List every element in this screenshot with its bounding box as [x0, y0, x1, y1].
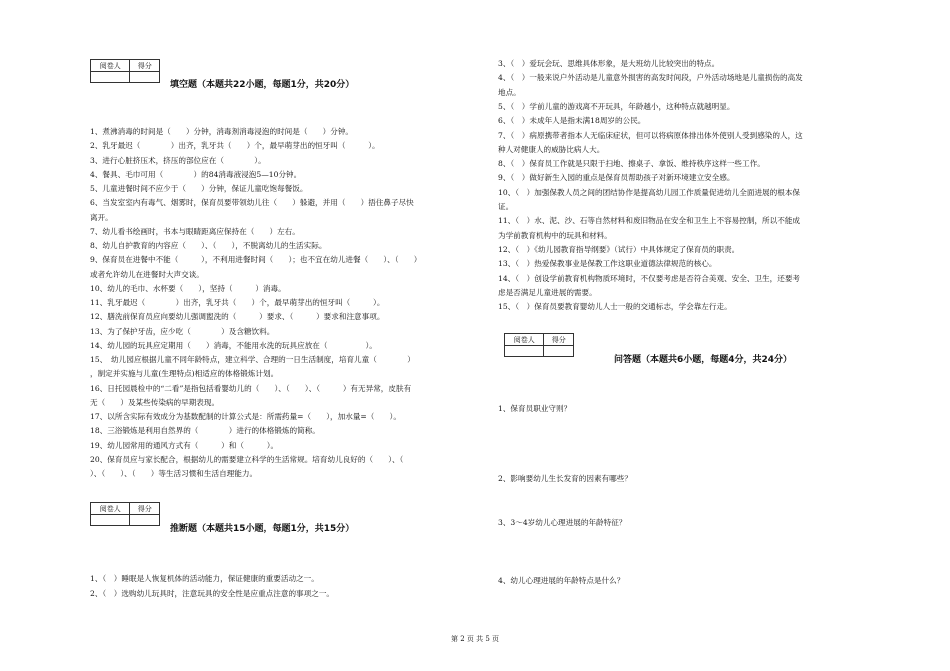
qa-question: 2、影响要幼儿生长发育的因素有哪些？	[498, 474, 632, 483]
score-box-score-label: 得分	[130, 503, 160, 515]
judge-question-line: 14、（ ）创设学前教育机构物质环境时，不仅要考虑是否符合美观、安全、卫生，还要考	[498, 273, 801, 283]
judge-question-line: 4、（ ）一般来说户外活动是儿童意外损害的高发时间段，户外活动场地是儿童损伤的高发	[498, 73, 803, 83]
fill-question-line: 2、乳牙最迟（ ）出齐，乳牙共（ ）个，最早萌芽出的恒牙叫（ ）。	[90, 141, 380, 151]
score-box-reviewer-label: 阅卷人	[91, 503, 130, 515]
fill-question-line: ）、（ ）、（ ）等生活习惯和生活自理能力。	[90, 469, 258, 478]
score-box-score-label: 得分	[130, 60, 160, 72]
judge-question-line: 9、（ ）做好新生入园的重点是保育员帮助孩子对新环境建立安全感。	[498, 173, 735, 183]
fill-question-line: 11、乳牙最迟（ ）出齐，乳牙共（ ）个，最早萌芽出的恒牙叫（ ）。	[90, 298, 385, 307]
fill-question-line: 14、幼儿园的玩具应定期用（ ）消毒，不能用水洗的玩具应放在（ ）。	[90, 340, 377, 350]
fill-question-line: 1、煮沸消毒的时间是（ ）分钟，消毒剂消毒浸泡的时间是（ ）分钟。	[90, 127, 354, 136]
fill-question-line: 离开。	[90, 212, 113, 222]
judge-question-line: 12、（ ）《幼儿园教育指导纲要》（试行）中具体规定了保育员的职责。	[498, 244, 740, 254]
fill-question-line: 8、幼儿自护教育的内容应（ ）、（ ），不脱离幼儿的生活实际。	[90, 241, 327, 250]
judge-question-line: 为学前教育机构中的玩具和材料。	[498, 230, 612, 240]
judge-question-line: 8、（ ）保育员工作就是只限于扫地、擦桌子、拿饭、维持秩序这样一些工作。	[498, 159, 765, 169]
fill-question-line: 17、以所含实际有效成分为基数配制的计算公式是：所需药量=（ ），加水量=（ ）。	[90, 412, 401, 421]
judge-question-line: 1、（ ）睡眠是人恢复机体的活动能力，保证健康的重要活动之一。	[90, 574, 319, 583]
fill-question-line: 16、日托园晨检中的“二看”是指包括看婴幼儿的（ ）、（ ）、（ ）有无异常，皮肤有	[90, 383, 412, 393]
fill-question-line: 18、三浴锻炼是利用自然界的（ ）进行的体格锻炼的简称。	[90, 426, 320, 436]
score-box-judge	[90, 502, 160, 526]
judge-question-line: 地点。	[498, 87, 521, 97]
judge-section-title: 推断题（本题共15小题，每题1分，共15分）	[170, 524, 355, 534]
judge-question-line: 7、（ ）病原携带者指本人无临床症状，但可以将病原体排出体外使别人受到感染的人，这	[498, 130, 803, 140]
fill-question-line: 13、为了保护牙齿，应少吃（ ）及含糖饮料。	[90, 326, 275, 336]
score-box-reviewer-label: 阅卷人	[91, 60, 130, 72]
fill-question-line: 4、餐具、毛巾可用（ ）的84消毒液浸泡5—10分钟。	[90, 169, 302, 179]
fill-question-line: 19、幼儿园常用的通风方式有（ ）和（ ）。	[90, 440, 279, 450]
score-box-score-label: 得分	[544, 334, 574, 346]
fill-question-line: 无（ ）及某些传染病的早期表现。	[90, 397, 220, 407]
score-box-fill	[90, 59, 160, 83]
fill-section-title: 填空题（本题共22小题，每题1分，共20分）	[170, 80, 355, 90]
judge-question-line: 11、（ ）水、泥、沙、石等自然材料和废旧物品在安全和卫生上不容易控制，所以不能成	[498, 216, 801, 226]
fill-question-line: 或者允许幼儿在进餐时大声交谈。	[90, 269, 204, 279]
judge-question-line: 13、（ ）热爱保教事业是保教工作这职业道德法律规范的核心。	[498, 259, 717, 269]
judge-question-line: 6、（ ）未成年人是指未满18周岁的公民。	[498, 116, 646, 126]
qa-question: 4、幼儿心理进展的年龄特点是什么？	[498, 576, 625, 585]
fill-question-line: 15、 幼儿园应根据儿童不同年龄特点，建立科学、合理的一日生活制度，培育儿童（ ）	[90, 355, 415, 364]
fill-question-line: 9、保育员在进餐中不能（ ），不利用进餐时间（ ）；也不宜在幼儿进餐（ ）、（ ）	[90, 255, 422, 265]
judge-question-line: 5、（ ）学前儿童的游戏离不开玩具，年龄越小，这种特点就越明显。	[498, 101, 735, 111]
qa-section-title: 问答题（本题共6小题，每题4分，共24分）	[614, 355, 793, 365]
fill-question-line: 20、保育员应与家长配合，根据幼儿的需要建立科学的生活常规。培育幼儿良好的（ ）、（	[90, 454, 419, 464]
fill-question-line: 12、膳洗前保育员应向要幼儿强调盥洗的（ ）要求、（ ）要求和注意事项。	[90, 312, 385, 322]
judge-question-line: 2、（ ）选购幼儿玩具时，注意玩具的安全性是应重点注意的事项之一。	[90, 588, 335, 598]
fill-question-line: 5、儿童进餐时间不应少于（ ）分钟，保证儿童吃饱每餐饭。	[90, 184, 308, 193]
fill-question-line: 6、当发室室内有毒气、烟雾时，保育员要带领幼儿往（ ）躲避，并用（ ）捂住鼻子尽快	[90, 198, 414, 208]
fill-question-line: ，制定并实施与儿童(生理特点)相适应的体格锻炼计划。	[90, 369, 279, 379]
page-footer: 第 2 页 共 5 页	[450, 635, 500, 643]
judge-question-line: 种人对健康人的威胁比病人大。	[498, 144, 605, 154]
fill-question-line: 3、进行心脏挤压术，挤压的部位应在（ ）。	[90, 155, 266, 165]
judge-question-line: 证。	[498, 202, 514, 211]
judge-question-line: 3、（ ）爱玩会玩、思维具体形象，是大班幼儿比较突出的特点。	[498, 59, 720, 68]
judge-question-line: 10、（ ）加强保教人员之间的团结协作是提高幼儿园工作质量促进幼儿全面进展的根本保	[498, 187, 801, 197]
fill-question-line: 10、幼儿的毛巾、水杯要（ ），坚持（ ）消毒。	[90, 283, 286, 293]
score-box-reviewer-label: 阅卷人	[505, 334, 544, 346]
judge-question-line: 虑是否满足儿童进展的需要。	[498, 287, 597, 297]
fill-question-line: 7、幼儿看书绘画时，书本与眼睛距离应保持在（ ）左右。	[90, 226, 300, 236]
qa-question: 1、保育员职业守则？	[498, 404, 572, 413]
qa-question: 3、3～4岁幼儿心理进展的年龄特征？	[498, 518, 627, 527]
score-box-qa	[504, 333, 574, 357]
judge-question-line: 15、（ ）保育员要教育婴幼儿人士一般的交通标志，学会靠左行走。	[498, 302, 732, 312]
